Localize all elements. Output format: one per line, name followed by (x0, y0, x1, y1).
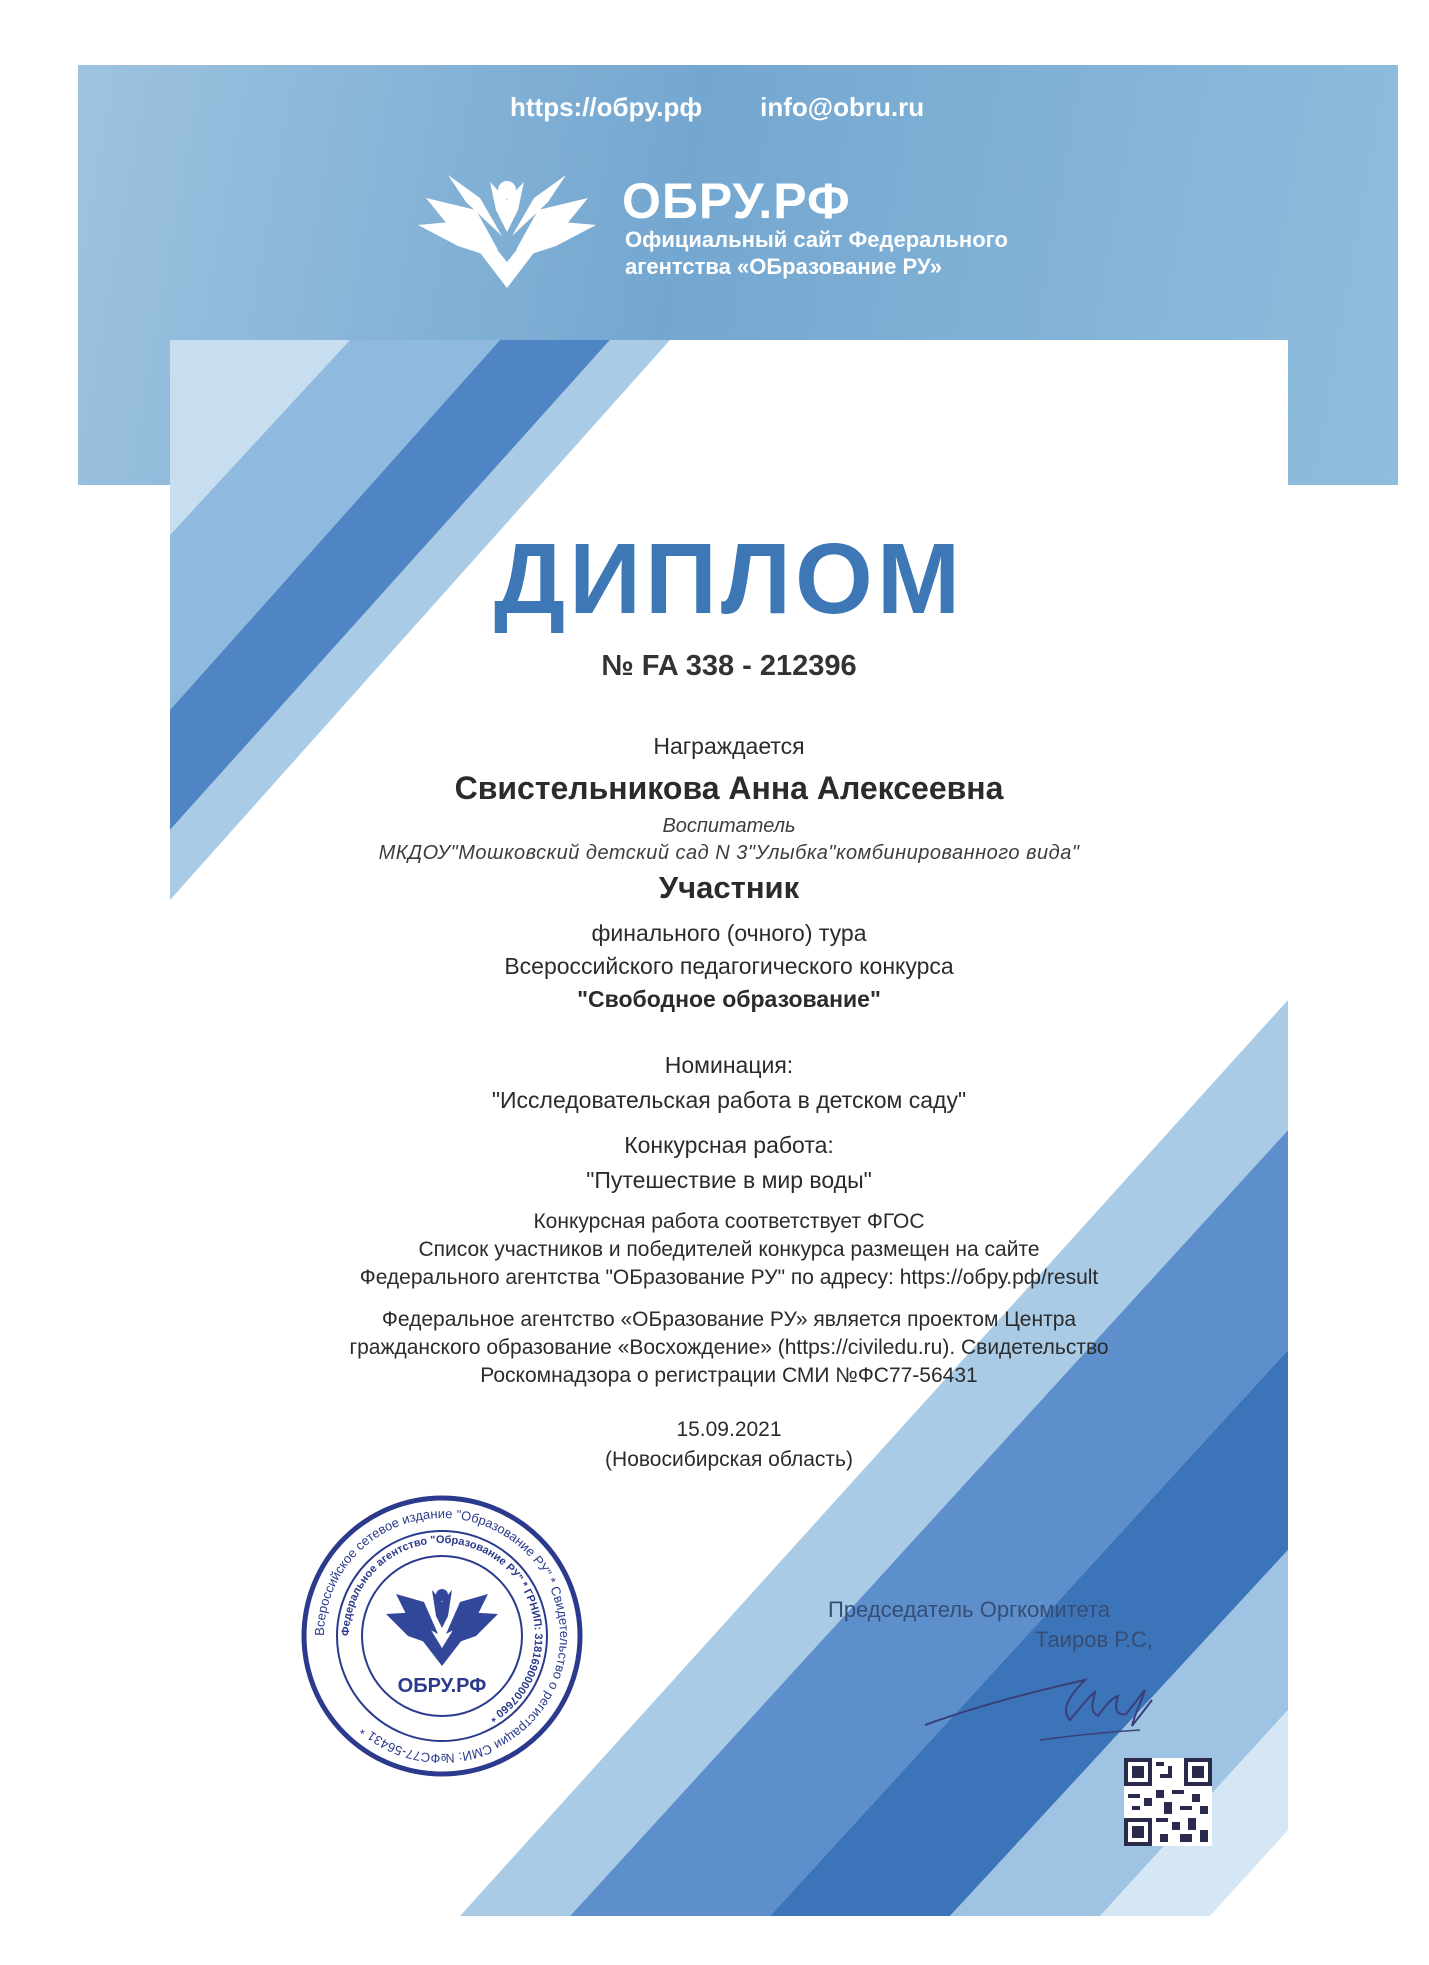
eagle-emblem-icon (418, 170, 596, 288)
handwritten-signature (920, 1650, 1160, 1750)
qr-code-icon[interactable] (1124, 1758, 1212, 1846)
project-line-1: Федеральное агентство «ОБразование РУ» является проектом Центра (381, 1308, 1077, 1331)
email-link[interactable]: info@obru.ru (760, 92, 925, 122)
issue-region: (Новосибирская область) (605, 1448, 853, 1471)
recipient-organization: МКДОУ"Мошковский детский сад N 3"Улыбка"комбинированного вида" (378, 842, 1080, 864)
nomination-label: Номинация: (664, 1052, 794, 1078)
brand-subtitle (625, 226, 1085, 280)
diploma-title: ДИПЛОМ (493, 523, 965, 635)
stamp-inner-text: Федеральное агентство "Образование РУ" * ГРНИП: 318169000007660 * (339, 1533, 545, 1724)
stamp-center-label: ОБРУ.РФ (397, 1675, 487, 1697)
official-stamp (300, 1494, 584, 1778)
brand-subtitle-line-2: агентства «ОБразование РУ» (625, 254, 943, 279)
awarded-label: Награждается (653, 733, 805, 759)
signatory-role: Председатель Оргкомитета (828, 1597, 1111, 1622)
stamp-emblem-icon (386, 1589, 498, 1666)
work-value: "Путешествие в мир воды" (586, 1167, 872, 1193)
diploma-number: № FA 338 - 212396 (601, 650, 857, 682)
contest-line-1: финального (очного) тура (591, 920, 867, 946)
site-url[interactable]: https://обру.рф (510, 92, 703, 122)
info-line-3: Федерального агентства "ОБразование РУ" по адресу: https://обру.рф/result (359, 1266, 1099, 1289)
stamp-outer-text: Всероссийское сетевое издание "Образование РУ" * Свидетельство о регистрации СМИ: №ФС77-56431 * (311, 1505, 573, 1767)
contest-line-2: Всероссийского педагогического конкурса (504, 953, 954, 979)
participant-status: Участник (658, 870, 800, 905)
work-label: Конкурсная работа: (624, 1132, 834, 1158)
brand-subtitle-line-1: Официальный сайт Федерального (625, 227, 1008, 252)
header-links (510, 92, 924, 123)
project-line-3: Роскомнадзора о регистрации СМИ №ФС77-56431 (480, 1364, 978, 1387)
info-line-2: Список участников и победителей конкурса размещен на сайте (418, 1238, 1040, 1261)
info-line-1: Конкурсная работа соответствует ФГОС (533, 1210, 925, 1233)
contest-name: "Свободное образование" (577, 986, 881, 1012)
nomination-value: "Исследовательская работа в детском саду" (491, 1087, 967, 1113)
recipient-position: Воспитатель (662, 815, 796, 837)
recipient-name: Свистельникова Анна Алексеевна (454, 770, 1004, 806)
project-line-2: гражданского образование «Восхождение» (https://civiledu.ru). Свидетельство (349, 1336, 1109, 1359)
brand-title: ОБРУ.РФ (622, 173, 851, 229)
signatory-name: Таиров Р.С, (1035, 1627, 1153, 1652)
issue-date: 15.09.2021 (676, 1418, 782, 1441)
